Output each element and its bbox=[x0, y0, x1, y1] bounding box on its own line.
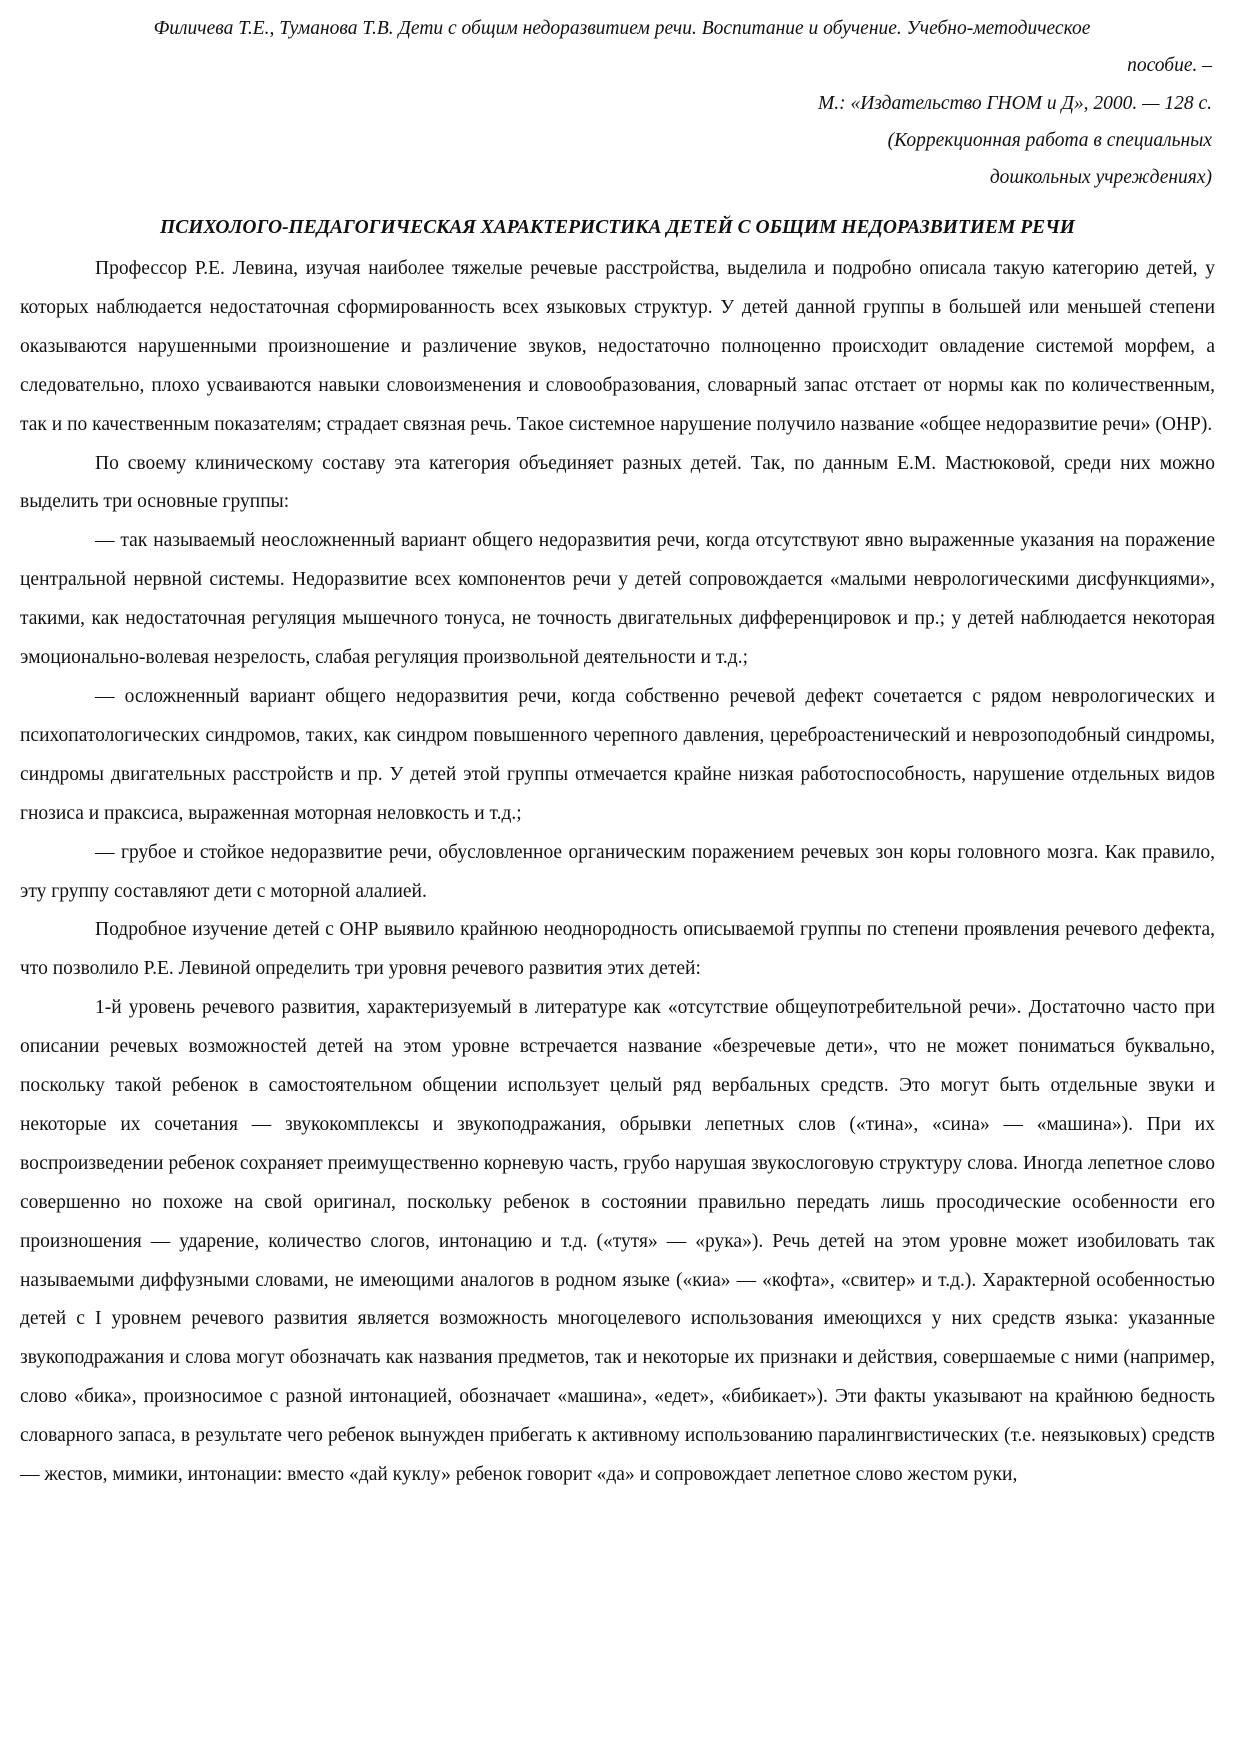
paragraph: Подробное изучение детей с ОНР выявило крайнюю неоднородность описываемой группы по степени проявления речевого дефекта, что позволило Р.Е. Левиной определить три уровня речевого развития этих детей: bbox=[20, 919, 1215, 980]
paragraph: — так называемый неосложненный вариант общего недоразвития речи, когда отсутствуют явно выраженные указания на поражение центральной нервной системы. Недоразвитие всех компонентов речи у детей сопровождается «малыми неврологическими дисфункциями», такими, как недостаточная регуляция мышечного тонуса, не точность двигательных дифференцировок и пр.; у детей наблюдается некоторая эмоционально-волевая незрелость, слабая регуляция произвольной деятельности и т.д.; bbox=[20, 530, 1215, 669]
paragraph: — грубое и стойкое недоразвитие речи, обусловленное органическим поражением речевых зон коры головного мозга. Как правило, эту группу составляют дети с моторной алалией. bbox=[20, 841, 1215, 902]
citation-line-2: пособие. – bbox=[1127, 55, 1212, 77]
section-heading: ПСИХОЛОГО-ПЕДАГОГИЧЕСКАЯ ХАРАКТЕРИСТИКА ДЕТЕЙ С ОБЩИМ НЕДОРАЗВИТИЕМ РЕЧИ bbox=[160, 217, 1075, 238]
document-page bbox=[20, 0, 1215, 1752]
paragraph: — осложненный вариант общего недоразвития речи, когда собственно речевой дефект сочетается с рядом неврологических и психопатологических синдромов, таких, как синдром повышенного черепного давления, цереброастенический и неврозоподобный синдромы, синдромы двигательных расстройств и пр. У детей этой группы отмечается крайне низкая работоспособность, нарушение отдельных видов гнозиса и праксиса, выраженная моторная неловкость и т.д.; bbox=[20, 685, 1215, 824]
bibliographic-citation bbox=[32, 10, 1212, 196]
citation-line-4: (Коррекционная работа в специальных bbox=[887, 129, 1212, 151]
citation-line-1: Филичева Т.Е., Туманова Т.В. Дети с общим недоразвитием речи. Воспитание и обучение. Учебно-методическое bbox=[153, 18, 1091, 39]
paragraph: По своему клиническому составу эта категория объединяет разных детей. Так, по данным Е.М. Мастюковой, среди них можно выделить три основные группы: bbox=[20, 452, 1215, 513]
citation-line-3: М.: «Издательство ГНОМ и Д», 2000. — 128 с. bbox=[817, 92, 1212, 114]
paragraph: Профессор Р.Е. Левина, изучая наиболее тяжелые речевые расстройства, выделила и подробно описала такую категорию детей, у которых наблюдается недостаточная сформированность всех языковых структур. У детей данной группы в большей или меньшей степени оказываются нарушенными произношение и различение звуков, недостаточно полноценно происходит овладение системой морфем, а следовательно, плохо усваиваются навыки словоизменения и словообразования, словарный запас отстает от нормы как по количественным, так и по качественным показателям; страдает связная речь. Такое системное нарушение получило название «общее недоразвитие речи» (ОНР). bbox=[20, 258, 1215, 435]
citation-line-5: дошкольных учреждениях) bbox=[989, 167, 1212, 189]
paragraph: 1-й уровень речевого развития, характеризуемый в литературе как «отсутствие общеупотребительной речи». Достаточно часто при описании речевых возможностей детей на этом уровне встречается название «безречевые дети», что не может пониматься буквально, поскольку такой ребенок в самостоятельном общении использует целый ряд вербальных средств. Это могут быть отдельные звуки и некоторые их сочетания — звукокомплексы и звукоподражания, обрывки лепетных слов («тина», «сина» — «машина»). При их воспроизведении ребенок сохраняет преимущественно корневую часть, грубо нарушая звукослоговую структуру слова. Иногда лепетное слово совершенно но похоже на свой оригинал, поскольку ребенок в состоянии правильно передать лишь просодические особенности его произношения — ударение, количество слогов, интонацию и т.д. («тутя» — «рука»). Речь детей на этом уровне может изобиловать так называемыми диффузными словами, не имеющими аналогов в родном языке («киа» — «кофта», «свитер» и т.д.). Характерной особенностью детей с I уровнем речевого развития является возможность многоцелевого использования имеющихся у них средств языка: указанные звукоподражания и слова могут обозначать как названия предметов, так и некоторые их признаки и действия, совершаемые с ними (например, слово «бика», произносимое с разной интонацией, обозначает «машина», «едет», «бибикает»). Эти факты указывают на крайнюю бедность словарного запаса, в результате чего ребенок вынужден прибегать к активному использованию паралингвистических (т.е. неязыковых) средств — жестов, мимики, интонации: вместо «дай куклу» ребенок говорит «да» и сопровождает лепетное слово жестом руки, bbox=[20, 997, 1215, 1486]
body-text bbox=[20, 250, 1215, 1495]
